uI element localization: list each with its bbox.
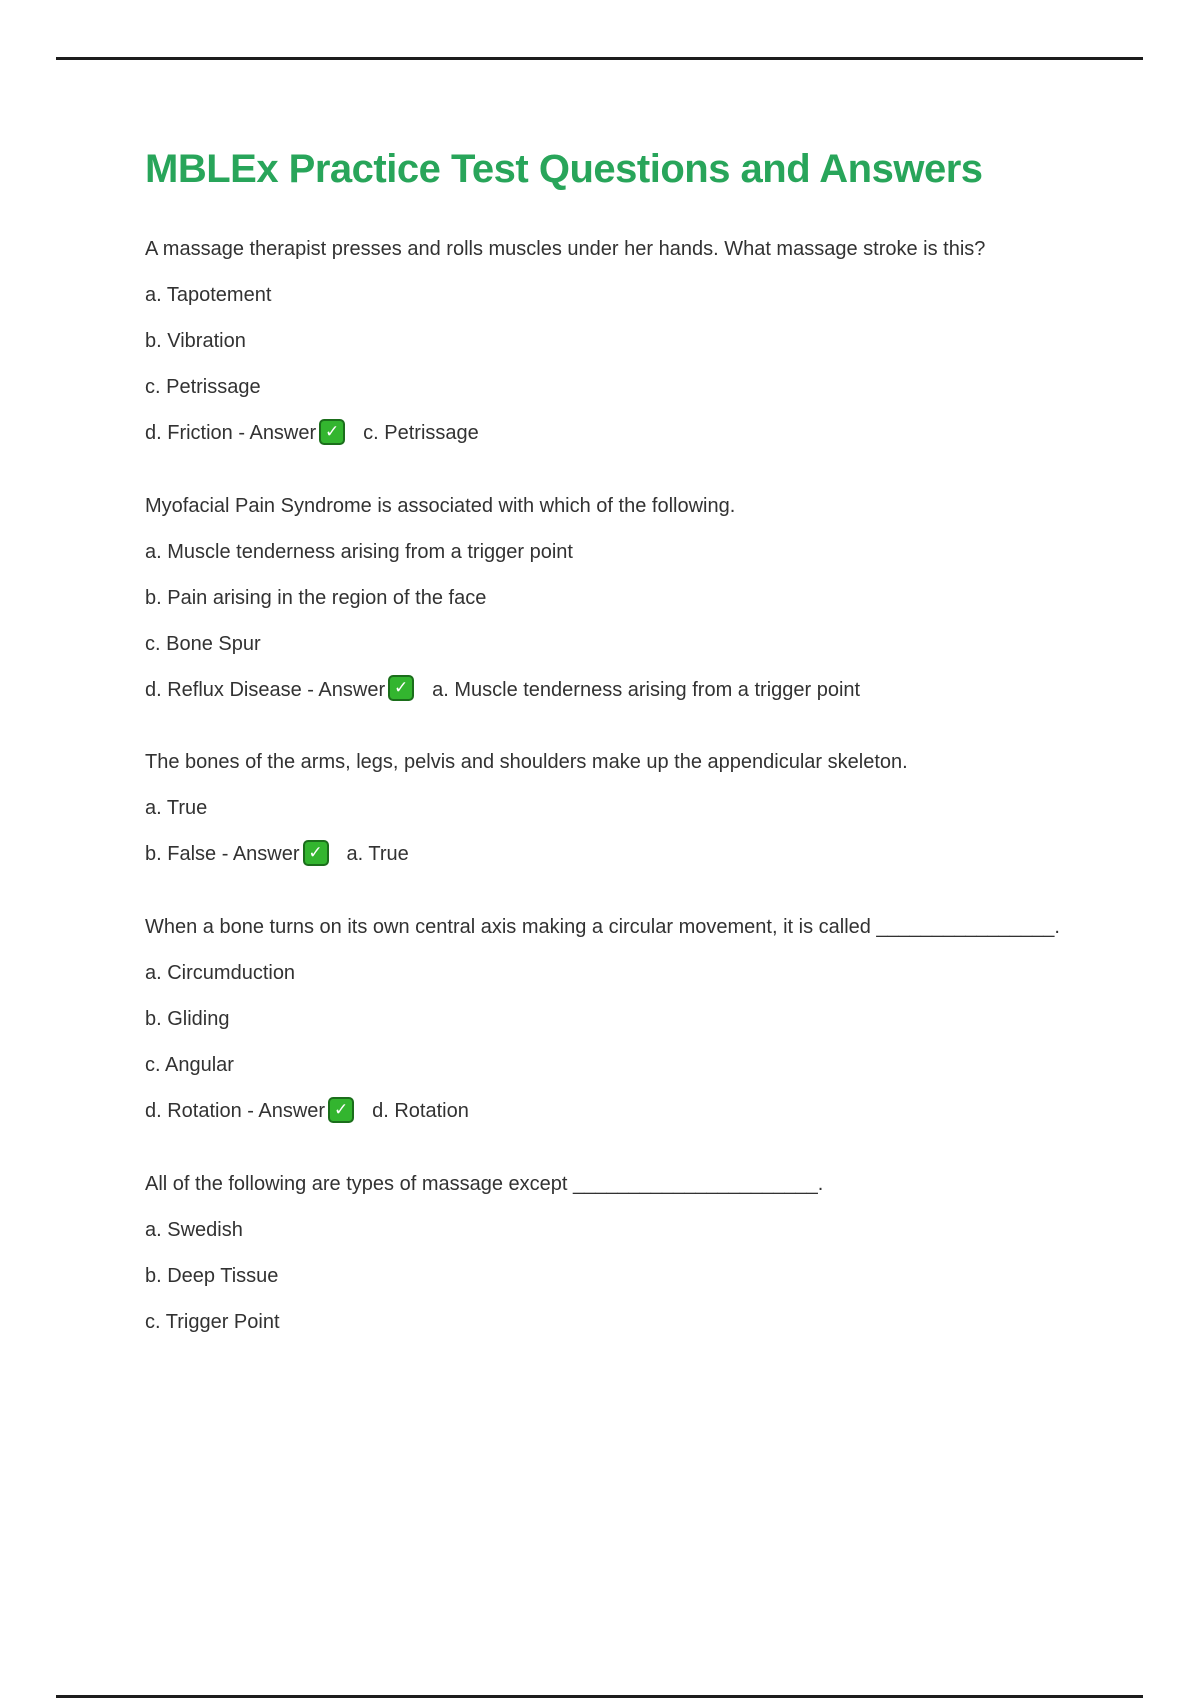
top-divider bbox=[56, 57, 1143, 60]
question-text: The bones of the arms, legs, pelvis and shoulders make up the appendicular skeleton. bbox=[145, 751, 908, 774]
option-with-answer-marker: d. Rotation - Answer bbox=[145, 1100, 326, 1123]
option: a. Circumduction bbox=[145, 962, 296, 985]
document-content bbox=[145, 146, 1125, 1355]
answer-line bbox=[145, 841, 1125, 868]
question-text: A massage therapist presses and rolls muscles under her hands. What massage stroke is this? bbox=[145, 238, 986, 260]
answer-line bbox=[145, 420, 1125, 447]
option: a. Swedish bbox=[145, 1218, 243, 1241]
answer-checkbox-icon bbox=[388, 675, 414, 701]
question-block-2 bbox=[145, 493, 1125, 704]
option: a. Tapotement bbox=[145, 284, 272, 306]
option-with-answer-marker: b. False - Answer bbox=[145, 843, 300, 866]
question-block-5 bbox=[145, 1171, 1125, 1335]
option: a. True bbox=[145, 797, 208, 820]
answer-checkbox-icon bbox=[328, 1097, 354, 1123]
correct-answer: d. Rotation bbox=[372, 1100, 469, 1123]
question-block-1 bbox=[145, 236, 1125, 447]
option: c. Angular bbox=[145, 1054, 234, 1077]
option: c. Petrissage bbox=[145, 376, 261, 398]
question-text: When a bone turns on its own central axis making a circular movement, it is called ________________. bbox=[145, 916, 1060, 939]
option: a. Muscle tenderness arising from a trigger point bbox=[145, 540, 573, 563]
option: c. Trigger Point bbox=[145, 1310, 280, 1333]
option-with-answer-marker: d. Reflux Disease - Answer bbox=[145, 678, 386, 701]
question-block-4 bbox=[145, 914, 1125, 1125]
answer-checkbox-icon bbox=[303, 840, 329, 866]
option-with-answer-marker: d. Friction - Answer bbox=[145, 422, 317, 444]
option: c. Bone Spur bbox=[145, 632, 261, 655]
answer-line bbox=[145, 677, 1125, 704]
correct-answer: a. Muscle tenderness arising from a trigger point bbox=[432, 678, 861, 701]
option: b. Vibration bbox=[145, 330, 246, 352]
check-icon: ✓ bbox=[393, 678, 409, 698]
question-text: Myofacial Pain Syndrome is associated with which of the following. bbox=[145, 494, 736, 517]
answer-checkbox-icon bbox=[319, 419, 345, 445]
check-icon: ✓ bbox=[325, 421, 340, 441]
correct-answer: a. True bbox=[346, 843, 409, 866]
correct-answer: c. Petrissage bbox=[363, 422, 479, 444]
bottom-divider bbox=[56, 1695, 1143, 1698]
check-icon: ✓ bbox=[333, 1099, 349, 1119]
question-text: All of the following are types of massage except ______________________. bbox=[145, 1172, 824, 1195]
option: b. Pain arising in the region of the face bbox=[145, 586, 487, 609]
answer-line bbox=[145, 1098, 1125, 1125]
page-title: MBLEx Practice Test Questions and Answers bbox=[145, 147, 983, 191]
question-block-3 bbox=[145, 749, 1125, 868]
check-icon: ✓ bbox=[308, 843, 323, 863]
option: b. Deep Tissue bbox=[145, 1264, 279, 1287]
option: b. Gliding bbox=[145, 1008, 230, 1031]
